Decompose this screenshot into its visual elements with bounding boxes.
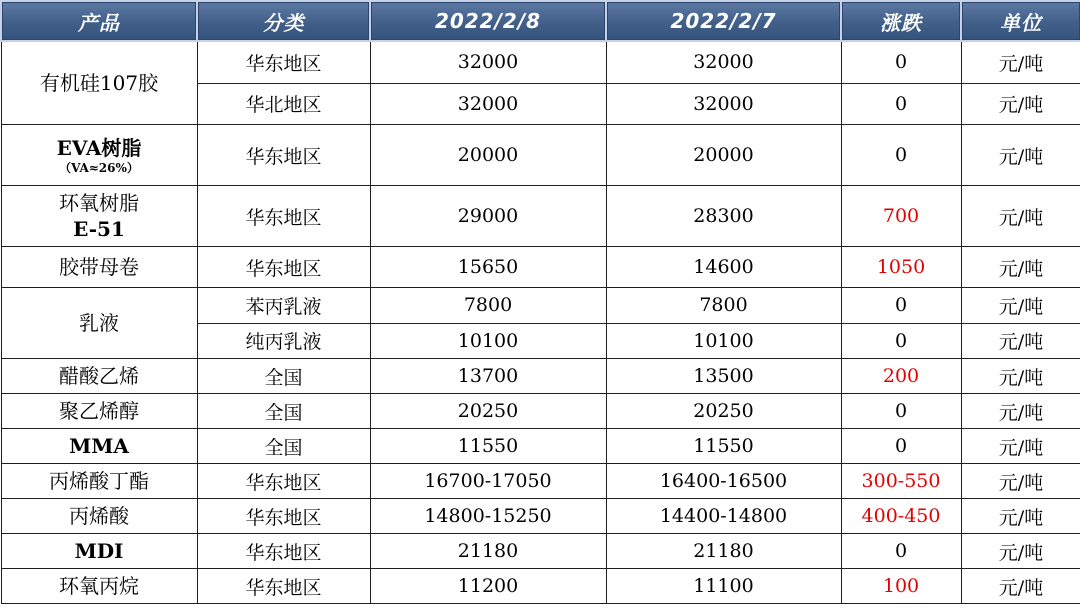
price-cell-date-1: 20250 [370, 394, 606, 429]
change-cell: 100 [841, 569, 961, 604]
unit-cell: 元/吨 [961, 323, 1080, 359]
change-cell: 0 [841, 429, 961, 464]
category-cell: 全国 [197, 359, 370, 394]
unit-cell: 元/吨 [961, 429, 1080, 464]
unit-cell: 元/吨 [961, 499, 1080, 534]
price-cell-date-2: 14400-14800 [606, 499, 841, 534]
unit-cell: 元/吨 [961, 464, 1080, 499]
category-cell: 华东地区 [197, 125, 370, 186]
category-cell: 苯丙乳液 [197, 288, 370, 324]
price-cell-date-2: 32000 [606, 41, 841, 83]
price-cell-date-2: 10100 [606, 323, 841, 359]
product-grade: E-51 [73, 217, 125, 241]
change-cell: 400-450 [841, 499, 961, 534]
product-cell: MDI [1, 534, 197, 569]
category-cell: 全国 [197, 429, 370, 464]
category-cell: 华东地区 [197, 499, 370, 534]
price-cell-date-1: 11550 [370, 429, 606, 464]
price-cell-date-2: 21180 [606, 534, 841, 569]
category-cell: 华东地区 [197, 464, 370, 499]
table-row [1, 499, 1080, 534]
category-cell: 纯丙乳液 [197, 323, 370, 359]
table-row [1, 429, 1080, 464]
price-cell-date-2: 20000 [606, 125, 841, 186]
change-cell: 200 [841, 359, 961, 394]
change-cell: 0 [841, 83, 961, 125]
unit-cell: 元/吨 [961, 247, 1080, 288]
header-date-1: 2022/2/8 [370, 1, 606, 41]
unit-cell: 元/吨 [961, 41, 1080, 83]
price-cell-date-1: 14800-15250 [370, 499, 606, 534]
category-cell: 华东地区 [197, 186, 370, 247]
category-cell: 华东地区 [197, 569, 370, 604]
category-cell: 华东地区 [197, 247, 370, 288]
table-row [1, 534, 1080, 569]
change-cell: 0 [841, 394, 961, 429]
table-row [1, 394, 1080, 429]
unit-cell: 元/吨 [961, 288, 1080, 324]
table-row [1, 569, 1080, 604]
price-cell-date-1: 32000 [370, 41, 606, 83]
table-row [1, 247, 1080, 288]
product-cell [1, 186, 197, 247]
price-cell-date-1: 32000 [370, 83, 606, 125]
change-cell: 700 [841, 186, 961, 247]
product-cell: 丙烯酸丁酯 [1, 464, 197, 499]
category-cell: 全国 [197, 394, 370, 429]
price-cell-date-1: 7800 [370, 288, 606, 324]
product-cell: 胶带母卷 [1, 247, 197, 288]
table-row [1, 464, 1080, 499]
price-cell-date-1: 29000 [370, 186, 606, 247]
category-cell: 华东地区 [197, 534, 370, 569]
unit-cell: 元/吨 [961, 359, 1080, 394]
table-row [1, 359, 1080, 394]
product-cell: 醋酸乙烯 [1, 359, 197, 394]
price-cell-date-1: 11200 [370, 569, 606, 604]
change-cell: 0 [841, 288, 961, 324]
unit-cell: 元/吨 [961, 125, 1080, 186]
price-cell-date-2: 14600 [606, 247, 841, 288]
price-cell-date-2: 13500 [606, 359, 841, 394]
product-note: （VA≈26%） [59, 161, 139, 175]
header-date-2: 2022/2/7 [606, 1, 841, 41]
product-name: EVA树脂 [56, 136, 142, 160]
price-cell-date-2: 11100 [606, 569, 841, 604]
price-cell-date-1: 20000 [370, 125, 606, 186]
price-cell-date-2: 7800 [606, 288, 841, 324]
change-cell: 0 [841, 323, 961, 359]
price-cell-date-2: 20250 [606, 394, 841, 429]
product-cell: 聚乙烯醇 [1, 394, 197, 429]
change-cell: 0 [841, 125, 961, 186]
header-change: 涨跌 [841, 1, 961, 41]
price-cell-date-1: 10100 [370, 323, 606, 359]
change-cell: 0 [841, 534, 961, 569]
header-unit: 单位 [961, 1, 1080, 41]
table-row [1, 186, 1080, 247]
unit-cell: 元/吨 [961, 534, 1080, 569]
header-category: 分类 [197, 1, 370, 41]
category-cell: 华东地区 [197, 41, 370, 83]
header-product: 产品 [1, 1, 197, 41]
change-cell: 0 [841, 41, 961, 83]
category-cell: 华北地区 [197, 83, 370, 125]
price-cell-date-1: 21180 [370, 534, 606, 569]
price-cell-date-2: 32000 [606, 83, 841, 125]
header-row [1, 1, 1080, 41]
price-cell-date-1: 15650 [370, 247, 606, 288]
price-cell-date-1: 16700-17050 [370, 464, 606, 499]
unit-cell: 元/吨 [961, 394, 1080, 429]
product-cell: 环氧丙烷 [1, 569, 197, 604]
product-cell: 乳液 [1, 288, 197, 359]
price-cell-date-2: 11550 [606, 429, 841, 464]
price-cell-date-2: 16400-16500 [606, 464, 841, 499]
unit-cell: 元/吨 [961, 83, 1080, 125]
table-row [1, 288, 1080, 324]
product-cell [1, 125, 197, 186]
unit-cell: 元/吨 [961, 569, 1080, 604]
product-name: 环氧树脂 [59, 191, 139, 215]
change-cell: 1050 [841, 247, 961, 288]
product-cell: MMA [1, 429, 197, 464]
price-cell-date-2: 28300 [606, 186, 841, 247]
product-cell: 丙烯酸 [1, 499, 197, 534]
price-cell-date-1: 13700 [370, 359, 606, 394]
unit-cell: 元/吨 [961, 186, 1080, 247]
change-cell: 300-550 [841, 464, 961, 499]
product-cell: 有机硅107胶 [1, 41, 197, 125]
table-row [1, 41, 1080, 83]
table-row [1, 125, 1080, 186]
